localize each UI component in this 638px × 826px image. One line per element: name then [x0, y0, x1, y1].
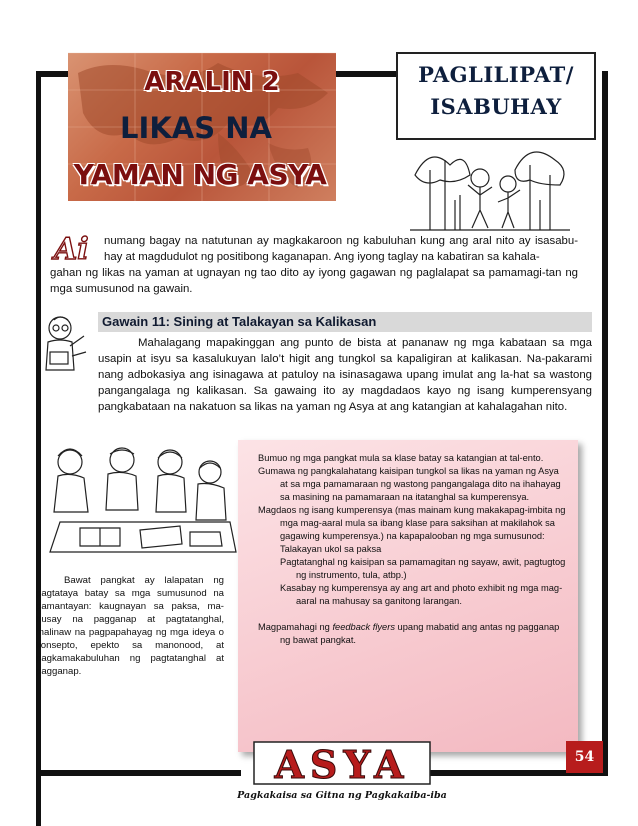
instruction-final-post: upang mabatid ang antas ng pagganap ng bawat pangkat.: [280, 622, 560, 645]
frame-bottom-line-left: [36, 770, 241, 776]
instruction-sub-2: Pagtatanghal ng kaisipan sa pamamagitan ng sayaw, awit, pagtugtog ng instrumento, tula, atbp.): [280, 557, 566, 580]
instruction-step-3: Magdaos ng isang kumperensya (mas mainam kung makakapag-imbita ng mga mag-aaral mula sa ibang klase para saksihan at makilahok sa gagawing kumperensya.) na kapapalooban ng mga sumusunod:: [258, 505, 566, 541]
asya-logo-text: ASYA: [274, 742, 410, 787]
instruction-final-pre: Magpamahagi ng: [258, 622, 333, 632]
instruction-sub-3: Kasabay ng kumperensya ay ang art and photo exhibit ng mga mag-aaral na mahusay sa ganitong larangan.: [280, 583, 563, 606]
instructions-card: [238, 440, 578, 752]
section-heading-line1: PAGLILIPAT/: [418, 62, 574, 87]
section-heading-line2: ISABUHAY: [430, 94, 562, 119]
instruction-sub-1: Talakayan ukol sa paksa: [280, 544, 382, 554]
activity-title: Gawain 11: Sining at Talakayan sa Kalikasan: [102, 314, 377, 329]
thinking-student-icon: [40, 312, 90, 376]
lesson-label: ARALIN 2: [144, 67, 280, 97]
activity-description: Mahalagang mapakinggan ang punto de bista at pananaw ng mga kabataan sa mga usapin at isyu sa kasalukuyan lalo’t higit ang tungkol sa kapaligiran at kalikasan. Na-pakarami nang adbokasiya ang isinagawa at patuloy na isinasagawa upang imulat ang la-hat sa wastong pangangalaga ng kalikasan. Sa gawaing ito ay magdadaos kayo ng isang kumperensyang pangkabataan na nakatuon sa likas na yaman ng Asya at ang katangian at kahalagahan nito.: [98, 337, 592, 413]
feedback-flyers-term: feedback flyers: [332, 622, 395, 632]
kids-in-forest-illustration: [410, 140, 570, 232]
page-number: 54: [566, 741, 603, 773]
lesson-title-line2: YAMAN NG ASYA: [73, 158, 327, 191]
assessment-note: Bawat pangkat ay lalapatan ng pagtataya batay sa mga sumusunod na pamantayan: kaugnayan sa paksa, ma-husay na pagganap at pagtatanghal, malinaw na pagpapahayag ng mga ideya o konsepto, epekto sa manonood, at pagkamakabuluhan ng pagtatanghal at pagganap.: [36, 575, 224, 677]
asya-logo-tagline: Pagkakaisa sa Gitna ng Pagkakaiba-iba: [237, 790, 447, 801]
lesson-title-line1: LIKAS NA: [120, 111, 272, 145]
instruction-final: [258, 621, 566, 647]
section-heading-box: [396, 52, 596, 140]
asya-logo: [237, 740, 447, 810]
svg-text:Ai: Ai: [54, 232, 89, 267]
intro-first-lines: numang bagay na natutunan ay magkakaroon ng kabuluhan kung ang aral nito ay isasabu-hay at magdudulot ng positibong kaganapan. Ang iyong taglay na kabatiran sa kahala-: [104, 235, 578, 263]
instruction-step-2: Gumawa ng pangkalahatang kaisipan tungkol sa likas na yaman ng Asya at sa mga pamamaraan ng wastong pangangalaga dito na ihahayag sa masining na pamamaraan na itatanghal sa kumperensya.: [258, 466, 561, 502]
students-reading-illustration: [40, 442, 240, 562]
instruction-step-1: Bumuo ng mga pangkat mula sa klase batay sa katangian at tal-ento.: [258, 453, 544, 463]
lesson-title-banner: [68, 53, 336, 201]
intro-paragraph: [50, 233, 578, 297]
frame-right-line: [602, 71, 608, 776]
intro-remaining-lines: gahan ng likas na yaman at ugnayan ng tao dito ay iyong gagawan ng paglalapat sa pamamagi-tan ng mga sumusunod na gawain.: [50, 267, 578, 295]
activity-title-bar: [98, 312, 592, 332]
